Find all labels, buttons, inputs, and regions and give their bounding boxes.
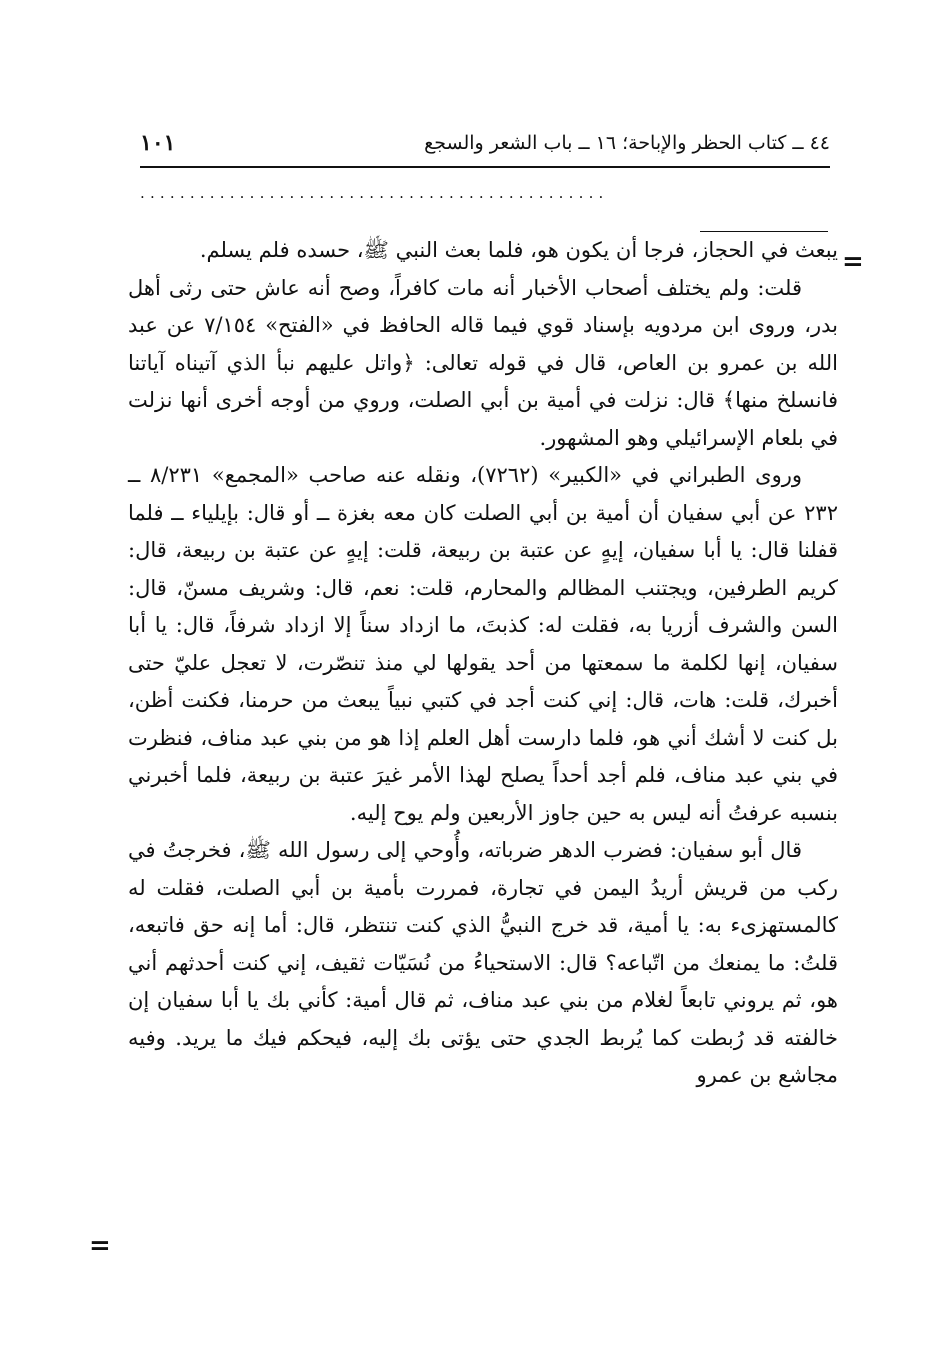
page-number: ١٠١ <box>140 130 176 156</box>
footnote-body <box>128 232 838 1095</box>
page-header <box>140 128 830 162</box>
running-title: ٤٤ ــ كتاب الحظر والإباحة؛ ١٦ ــ باب الشعر والسجع <box>424 132 830 154</box>
continuation-marker-top: = <box>842 247 864 277</box>
dotted-separator: ............................................... <box>140 184 609 202</box>
paragraph: قلت: ولم يختلف أصحاب الأخبار أنه مات كافراً، وصح أنه عاش حتى رثى أهل بدر، وروى ابن مردويه بإسناد قوي فيما قاله الحافظ في «الفتح» ٧/١٥٤ عن عبد الله بن عمرو بن العاص، قال في قوله تعالى: ﴿واتل عليهم نبأ الذي آتيناه آياتنا فانسلخ منها﴾ قال: نزلت في أمية بن أبي الصلت، وروي من أوجه أخرى أنها نزلت في بلعام الإسرائيلي وهو المشهور. <box>128 275 838 450</box>
header-rule <box>140 166 830 168</box>
continuation-marker-bottom: = <box>89 1231 111 1261</box>
paragraph: قال أبو سفيان: فضرب الدهر ضرباته، وأُوحي إلى رسول الله ﷺ، فخرجتُ في ركب من قريش أريدُ اليمن في تجارة، فمررت بأمية بن أبي الصلت، فقلت له كالمستهزىء به: يا أمية، قد خرج النبيُّ الذي كنت تنتظر، قال: أما إنه حق فاتبعه، قلتُ: ما يمنعك من اتّباعه؟ قال: الاستحياءُ من نُسَيّات ثقيف، إني كنت أحدثهم أني هو، ثم يروني تابعاً لغلام من بني عبد مناف، ثم قال أمية: كأني بك يا أبا سفيان إن خالفته قد رُبطت كما يُربط الجدي حتى يؤتى بك إليه، فيحكم فيك ما يريد. وفيه مجاشع بن عمرو <box>128 838 838 1087</box>
paragraph: وروى الطبراني في «الكبير» (٧٢٦٢)، ونقله عنه صاحب «المجمع» ٨/٢٣١ ــ ٢٣٢ عن أبي سفيان أن أمية بن أبي الصلت كان معه بغزة ــ أو قال: بإيلياء ــ فلما قفلنا قال: يا أبا سفيان، إيهٍ عن عتبة بن ربيعة، قلت: إيهٍ عن عتبة بن ربيعة، قال: كريم الطرفين، ويجتنب المظالم والمحارم، قلت: نعم، قال: وشريف مسنّ، قال: السن والشرف أزريا به، فقلت له: كذبتَ، ما ازداد سناً إلا ازداد شرفاً، قال: يا أبا سفيان، إنها لكلمة ما سمعتها من أحد يقولها لي منذ تنصّرت، لا تعجل عليّ حتى أخبرك، قلت: هات، قال: إني كنت أجد في كتبي نبياً يبعث من حرمنا، فكنت أظن، بل كنت لا أشك أني هو، فلما دارست أهل العلم إذا هو من بني عبد مناف، فنظرت في بني عبد مناف، فلم أجد أحداً يصلح لهذا الأمر غيرَ عتبة بن ربيعة، فلما أخبرني بنسبه عرفتُ أنه ليس به حين جاوز الأربعين ولم يوح إليه. <box>128 463 838 825</box>
paragraph: يبعث في الحجاز، فرجا أن يكون هو، فلما بعث النبي ﷺ، حسده فلم يسلم. <box>199 238 838 262</box>
